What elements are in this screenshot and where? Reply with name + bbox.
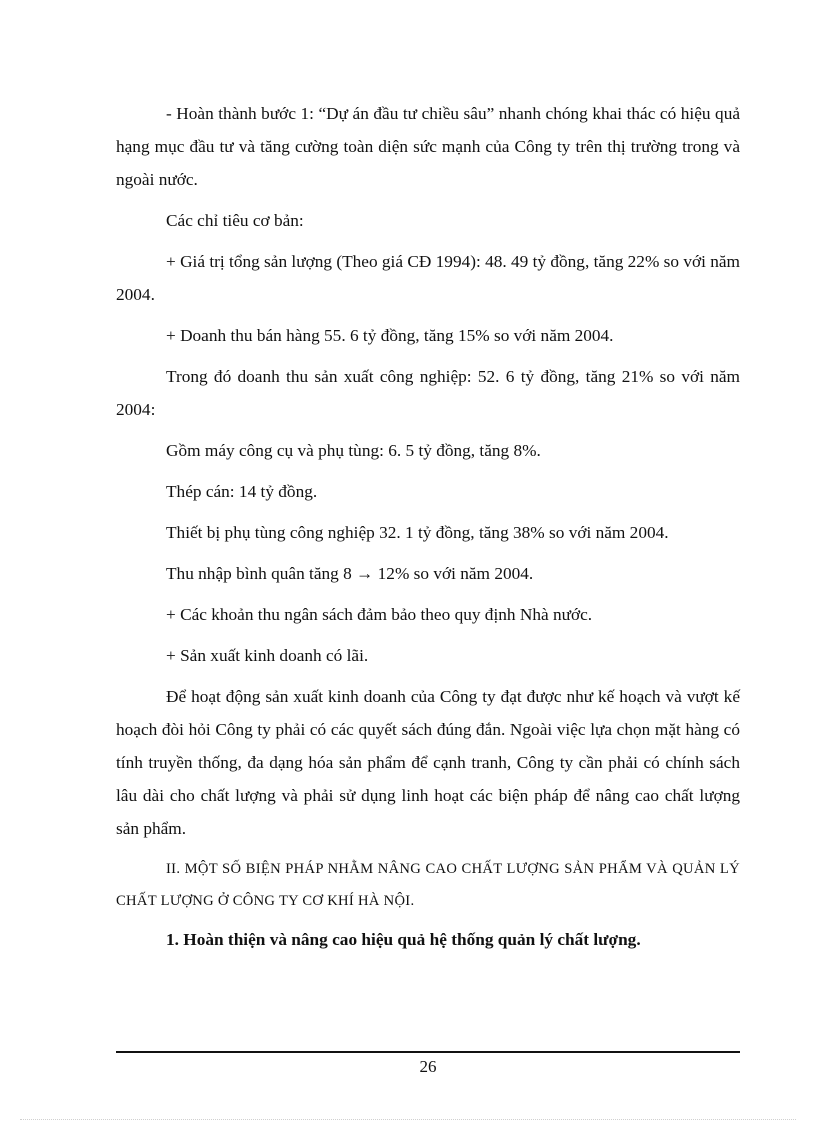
paragraph-strategy: Để hoạt động sản xuất kinh doanh của Công ty đạt được như kế hoạch và vượt kế hoạch đòi hỏi Công ty phải có các quyết sách đúng đắn. Ngoài việc lựa chọn mặt hàng có tính truyền thống, đa dạng hóa sản phẩm để cạnh tranh, Công ty cần phải có chính sách lâu dài cho chất lượng và phải sử dụng linh hoạt các biện pháp để nâng cao chất lượng sản phẩm. (116, 687, 740, 838)
paragraph-budget: + Các khoản thu ngân sách đảm bảo theo quy định Nhà nước. (166, 605, 593, 624)
paragraph-profit: + Sản xuất kinh doanh có lãi. (166, 646, 369, 665)
paragraph-industrial-equipment: Thiết bị phụ tùng công nghiệp 32. 1 tỷ đồng, tăng 38% so với năm 2004. (166, 523, 669, 542)
paragraph-basic-indicators: Các chỉ tiêu cơ bản: (166, 211, 304, 230)
page-number: 26 (419, 1057, 437, 1076)
section-title: II. MỘT SỐ BIỆN PHÁP NHẰM NÂNG CAO CHẤT LƯỢNG SẢN PHẨM VÀ QUẢN LÝ CHẤT LƯỢNG Ở CÔNG TY CƠ KHÍ HÀ NỘI. (116, 861, 740, 909)
paragraph-average-income: Thu nhập bình quân tăng 8 → 12% so với năm 2004. (166, 564, 534, 583)
paragraph-total-output: + Giá trị tổng sản lượng (Theo giá CĐ 1994): 48. 49 tỷ đồng, tăng 22% so với năm 2004. (116, 252, 741, 304)
page-body (116, 97, 740, 956)
paragraph-rolled-steel: Thép cán: 14 tỷ đồng. (166, 482, 318, 501)
page-edge-divider (20, 1119, 796, 1120)
footer-rule (116, 1051, 740, 1053)
paragraph-industrial-revenue: Trong đó doanh thu sản xuất công nghiệp: 52. 6 tỷ đồng, tăng 21% so với năm 2004: (116, 367, 740, 419)
subsection-title: 1. Hoàn thiện và nâng cao hiệu quả hệ thống quản lý chất lượng. (166, 930, 641, 949)
paragraph-sales-revenue: + Doanh thu bán hàng 55. 6 tỷ đồng, tăng 15% so với năm 2004. (166, 326, 614, 345)
paragraph-machine-tools: Gồm máy công cụ và phụ tùng: 6. 5 tỷ đồng, tăng 8%. (166, 441, 541, 460)
paragraph-step-one: - Hoàn thành bước 1: “Dự án đầu tư chiều sâu” nhanh chóng khai thác có hiệu quả hạng mục đầu tư và tăng cường toàn diện sức mạnh của Công ty trên thị trường trong và ngoài nước. (116, 104, 740, 189)
